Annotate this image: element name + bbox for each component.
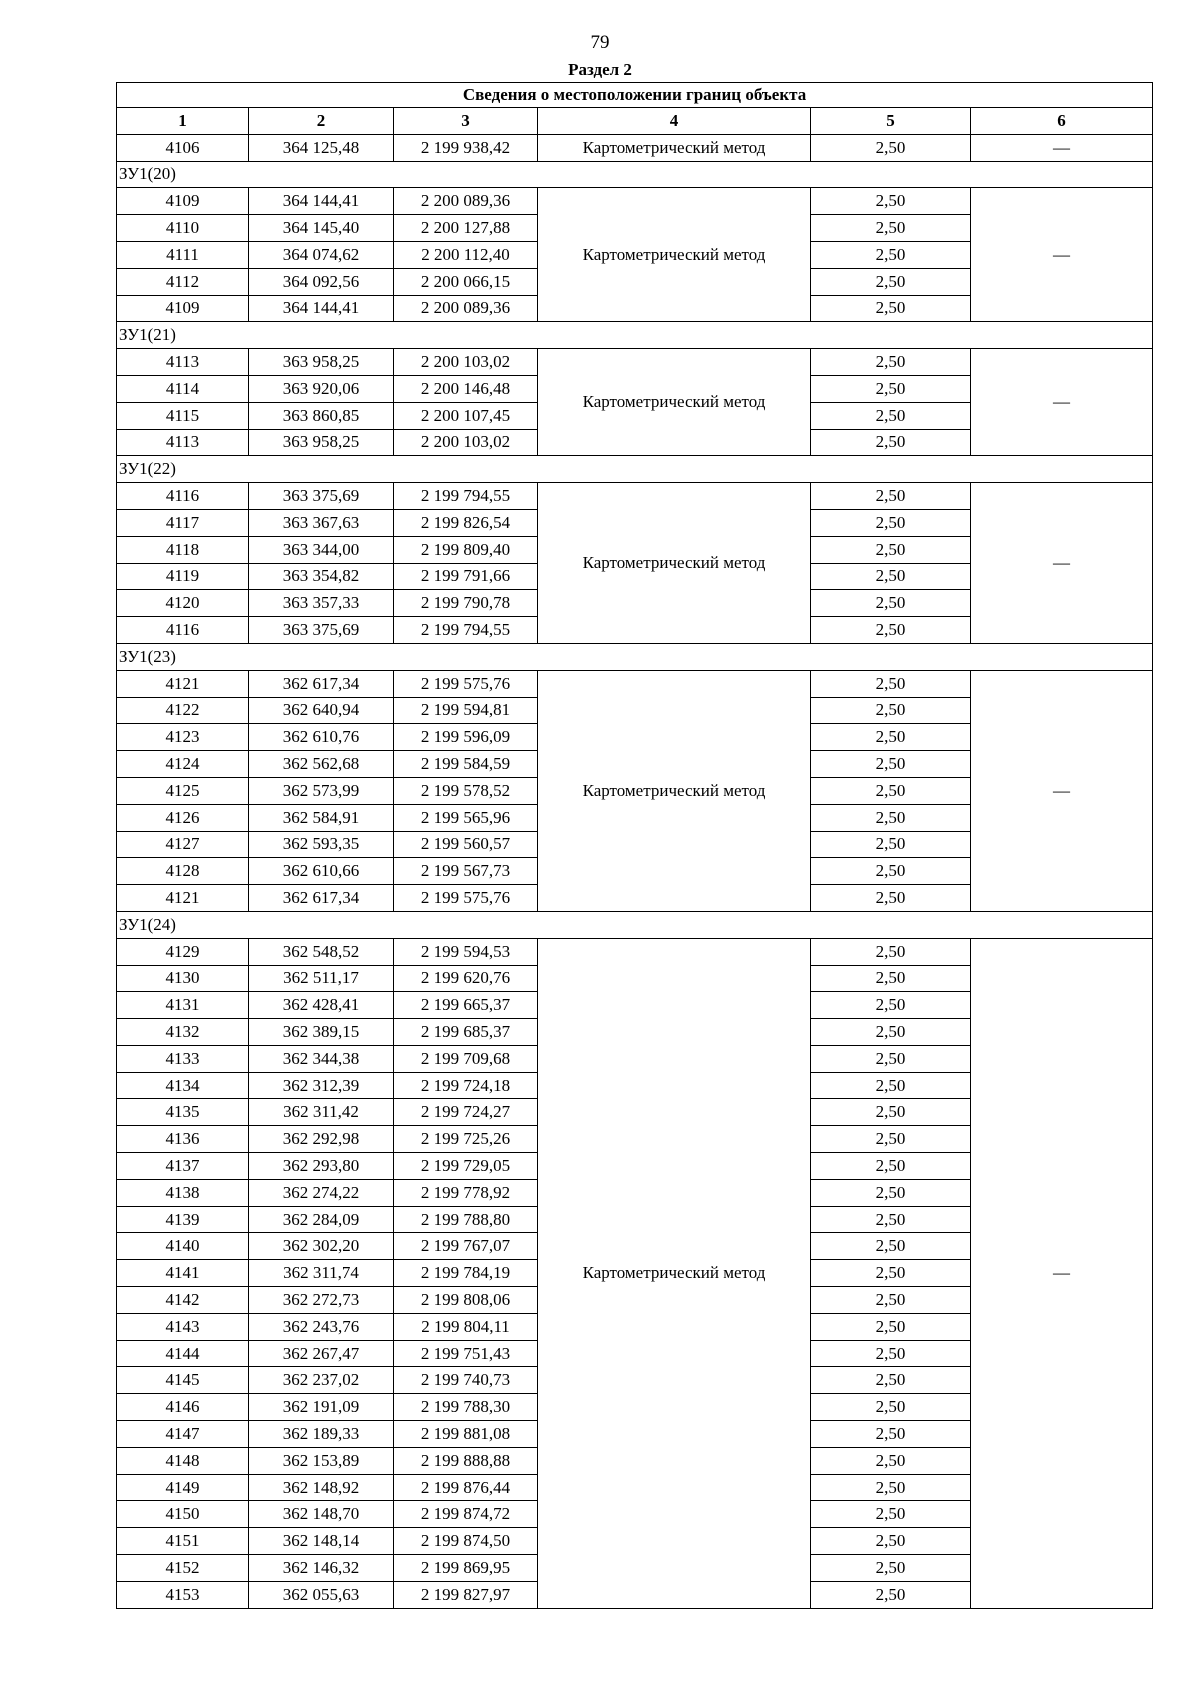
- point-number-cell: 4148: [117, 1447, 249, 1474]
- accuracy-cell: 2,50: [811, 402, 971, 429]
- accuracy-cell: 2,50: [811, 831, 971, 858]
- x-coordinate-cell: 362 243,76: [249, 1313, 394, 1340]
- y-coordinate-cell: 2 199 790,78: [394, 590, 538, 617]
- accuracy-cell: 2,50: [811, 1447, 971, 1474]
- group-header-row: [117, 322, 1153, 349]
- x-coordinate-cell: 364 144,41: [249, 295, 394, 322]
- x-coordinate-cell: 364 074,62: [249, 241, 394, 268]
- y-coordinate-cell: 2 199 567,73: [394, 858, 538, 885]
- point-number-cell: 4125: [117, 777, 249, 804]
- accuracy-cell: 2,50: [811, 563, 971, 590]
- x-coordinate-cell: 362 573,99: [249, 777, 394, 804]
- method-cell: Картометрический метод: [538, 483, 811, 644]
- x-coordinate-cell: 362 191,09: [249, 1394, 394, 1421]
- x-coordinate-cell: 363 354,82: [249, 563, 394, 590]
- point-number-cell: 4124: [117, 751, 249, 778]
- y-coordinate-cell: 2 199 560,57: [394, 831, 538, 858]
- y-coordinate-cell: 2 200 112,40: [394, 241, 538, 268]
- accuracy-cell: 2,50: [811, 1581, 971, 1608]
- table-head: [117, 83, 1153, 135]
- note-cell: —: [971, 670, 1153, 911]
- y-coordinate-cell: 2 199 596,09: [394, 724, 538, 751]
- y-coordinate-cell: 2 199 826,54: [394, 509, 538, 536]
- x-coordinate-cell: 362 284,09: [249, 1206, 394, 1233]
- y-coordinate-cell: 2 199 938,42: [394, 134, 538, 161]
- boundary-coordinates-table: [116, 82, 1153, 1609]
- accuracy-cell: 2,50: [811, 697, 971, 724]
- accuracy-cell: 2,50: [811, 1045, 971, 1072]
- accuracy-cell: 2,50: [811, 724, 971, 751]
- y-coordinate-cell: 2 199 565,96: [394, 804, 538, 831]
- group-name: ЗУ1(22): [117, 456, 1153, 483]
- x-coordinate-cell: 362 237,02: [249, 1367, 394, 1394]
- point-number-cell: 4134: [117, 1072, 249, 1099]
- point-number-cell: 4145: [117, 1367, 249, 1394]
- x-coordinate-cell: 362 311,74: [249, 1260, 394, 1287]
- point-number-cell: 4141: [117, 1260, 249, 1287]
- point-number-cell: 4123: [117, 724, 249, 751]
- y-coordinate-cell: 2 199 751,43: [394, 1340, 538, 1367]
- x-coordinate-cell: 362 293,80: [249, 1153, 394, 1180]
- method-cell: Картометрический метод: [538, 938, 811, 1608]
- x-coordinate-cell: 362 274,22: [249, 1179, 394, 1206]
- x-coordinate-cell: 362 593,35: [249, 831, 394, 858]
- accuracy-cell: 2,50: [811, 965, 971, 992]
- accuracy-cell: 2,50: [811, 670, 971, 697]
- x-coordinate-cell: 362 389,15: [249, 1019, 394, 1046]
- point-number-cell: 4119: [117, 563, 249, 590]
- table-row: [117, 134, 1153, 161]
- y-coordinate-cell: 2 200 089,36: [394, 295, 538, 322]
- accuracy-cell: 2,50: [811, 777, 971, 804]
- y-coordinate-cell: 2 199 778,92: [394, 1179, 538, 1206]
- group-name: ЗУ1(20): [117, 161, 1153, 188]
- y-coordinate-cell: 2 199 827,97: [394, 1581, 538, 1608]
- point-number-cell: 4132: [117, 1019, 249, 1046]
- point-number-cell: 4121: [117, 670, 249, 697]
- x-coordinate-cell: 362 148,14: [249, 1528, 394, 1555]
- accuracy-cell: 2,50: [811, 1501, 971, 1528]
- accuracy-cell: 2,50: [811, 804, 971, 831]
- y-coordinate-cell: 2 199 804,11: [394, 1313, 538, 1340]
- y-coordinate-cell: 2 199 709,68: [394, 1045, 538, 1072]
- x-coordinate-cell: 362 148,70: [249, 1501, 394, 1528]
- point-number-cell: 4135: [117, 1099, 249, 1126]
- point-number-cell: 4152: [117, 1555, 249, 1582]
- accuracy-cell: 2,50: [811, 1260, 971, 1287]
- x-coordinate-cell: 363 958,25: [249, 349, 394, 376]
- y-coordinate-cell: 2 199 594,81: [394, 697, 538, 724]
- point-number-cell: 4122: [117, 697, 249, 724]
- accuracy-cell: 2,50: [811, 1153, 971, 1180]
- y-coordinate-cell: 2 199 725,26: [394, 1126, 538, 1153]
- y-coordinate-cell: 2 199 874,50: [394, 1528, 538, 1555]
- accuracy-cell: 2,50: [811, 429, 971, 456]
- column-header: 5: [811, 108, 971, 135]
- column-header-row: [117, 108, 1153, 135]
- y-coordinate-cell: 2 199 620,76: [394, 965, 538, 992]
- y-coordinate-cell: 2 199 575,76: [394, 670, 538, 697]
- accuracy-cell: 2,50: [811, 1179, 971, 1206]
- y-coordinate-cell: 2 199 808,06: [394, 1287, 538, 1314]
- accuracy-cell: 2,50: [811, 1099, 971, 1126]
- x-coordinate-cell: 364 125,48: [249, 134, 394, 161]
- point-number-cell: 4116: [117, 483, 249, 510]
- accuracy-cell: 2,50: [811, 1313, 971, 1340]
- accuracy-cell: 2,50: [811, 1233, 971, 1260]
- y-coordinate-cell: 2 199 888,88: [394, 1447, 538, 1474]
- y-coordinate-cell: 2 199 767,07: [394, 1233, 538, 1260]
- accuracy-cell: 2,50: [811, 295, 971, 322]
- x-coordinate-cell: 362 640,94: [249, 697, 394, 724]
- point-number-cell: 4109: [117, 188, 249, 215]
- point-number-cell: 4127: [117, 831, 249, 858]
- accuracy-cell: 2,50: [811, 885, 971, 912]
- accuracy-cell: 2,50: [811, 1340, 971, 1367]
- x-coordinate-cell: 362 610,66: [249, 858, 394, 885]
- x-coordinate-cell: 362 511,17: [249, 965, 394, 992]
- table-body: [117, 134, 1153, 1608]
- accuracy-cell: 2,50: [811, 349, 971, 376]
- x-coordinate-cell: 362 548,52: [249, 938, 394, 965]
- x-coordinate-cell: 363 920,06: [249, 375, 394, 402]
- accuracy-cell: 2,50: [811, 1528, 971, 1555]
- y-coordinate-cell: 2 199 788,80: [394, 1206, 538, 1233]
- x-coordinate-cell: 362 428,41: [249, 992, 394, 1019]
- accuracy-cell: 2,50: [811, 134, 971, 161]
- accuracy-cell: 2,50: [811, 188, 971, 215]
- y-coordinate-cell: 2 200 089,36: [394, 188, 538, 215]
- accuracy-cell: 2,50: [811, 215, 971, 242]
- group-header-row: [117, 643, 1153, 670]
- x-coordinate-cell: 363 344,00: [249, 536, 394, 563]
- y-coordinate-cell: 2 199 575,76: [394, 885, 538, 912]
- table-row: [117, 349, 1153, 376]
- group-header-row: [117, 456, 1153, 483]
- accuracy-cell: 2,50: [811, 938, 971, 965]
- x-coordinate-cell: 362 610,76: [249, 724, 394, 751]
- method-cell: Картометрический метод: [538, 188, 811, 322]
- x-coordinate-cell: 363 357,33: [249, 590, 394, 617]
- point-number-cell: 4143: [117, 1313, 249, 1340]
- page-number: 79: [590, 32, 610, 53]
- x-coordinate-cell: 363 375,69: [249, 483, 394, 510]
- x-coordinate-cell: 362 148,92: [249, 1474, 394, 1501]
- accuracy-cell: 2,50: [811, 590, 971, 617]
- y-coordinate-cell: 2 199 869,95: [394, 1555, 538, 1582]
- table-caption-row: [117, 83, 1153, 108]
- y-coordinate-cell: 2 199 729,05: [394, 1153, 538, 1180]
- x-coordinate-cell: 362 584,91: [249, 804, 394, 831]
- group-name: ЗУ1(24): [117, 911, 1153, 938]
- column-header: 6: [971, 108, 1153, 135]
- column-header: 4: [538, 108, 811, 135]
- point-number-cell: 4106: [117, 134, 249, 161]
- note-cell: —: [971, 483, 1153, 644]
- point-number-cell: 4110: [117, 215, 249, 242]
- x-coordinate-cell: 362 302,20: [249, 1233, 394, 1260]
- point-number-cell: 4140: [117, 1233, 249, 1260]
- accuracy-cell: 2,50: [811, 617, 971, 644]
- note-cell: —: [971, 188, 1153, 322]
- accuracy-cell: 2,50: [811, 1206, 971, 1233]
- accuracy-cell: 2,50: [811, 268, 971, 295]
- x-coordinate-cell: 362 311,42: [249, 1099, 394, 1126]
- x-coordinate-cell: 363 958,25: [249, 429, 394, 456]
- accuracy-cell: 2,50: [811, 1474, 971, 1501]
- x-coordinate-cell: 362 292,98: [249, 1126, 394, 1153]
- y-coordinate-cell: 2 199 724,18: [394, 1072, 538, 1099]
- point-number-cell: 4142: [117, 1287, 249, 1314]
- y-coordinate-cell: 2 199 881,08: [394, 1421, 538, 1448]
- y-coordinate-cell: 2 199 874,72: [394, 1501, 538, 1528]
- y-coordinate-cell: 2 200 146,48: [394, 375, 538, 402]
- accuracy-cell: 2,50: [811, 1394, 971, 1421]
- accuracy-cell: 2,50: [811, 241, 971, 268]
- accuracy-cell: 2,50: [811, 509, 971, 536]
- note-cell: —: [971, 349, 1153, 456]
- table-row: [117, 188, 1153, 215]
- accuracy-cell: 2,50: [811, 483, 971, 510]
- group-header-row: [117, 911, 1153, 938]
- column-header: 1: [117, 108, 249, 135]
- y-coordinate-cell: 2 199 740,73: [394, 1367, 538, 1394]
- x-coordinate-cell: 364 092,56: [249, 268, 394, 295]
- point-number-cell: 4136: [117, 1126, 249, 1153]
- x-coordinate-cell: 362 562,68: [249, 751, 394, 778]
- point-number-cell: 4120: [117, 590, 249, 617]
- point-number-cell: 4114: [117, 375, 249, 402]
- point-number-cell: 4113: [117, 429, 249, 456]
- method-cell: Картометрический метод: [538, 670, 811, 911]
- point-number-cell: 4150: [117, 1501, 249, 1528]
- table-row: [117, 670, 1153, 697]
- group-name: ЗУ1(23): [117, 643, 1153, 670]
- point-number-cell: 4139: [117, 1206, 249, 1233]
- point-number-cell: 4144: [117, 1340, 249, 1367]
- y-coordinate-cell: 2 199 794,55: [394, 617, 538, 644]
- method-cell: Картометрический метод: [538, 134, 811, 161]
- x-coordinate-cell: 362 055,63: [249, 1581, 394, 1608]
- x-coordinate-cell: 364 145,40: [249, 215, 394, 242]
- table-row: [117, 483, 1153, 510]
- accuracy-cell: 2,50: [811, 751, 971, 778]
- point-number-cell: 4117: [117, 509, 249, 536]
- point-number-cell: 4149: [117, 1474, 249, 1501]
- accuracy-cell: 2,50: [811, 858, 971, 885]
- x-coordinate-cell: 363 860,85: [249, 402, 394, 429]
- accuracy-cell: 2,50: [811, 1072, 971, 1099]
- accuracy-cell: 2,50: [811, 375, 971, 402]
- point-number-cell: 4111: [117, 241, 249, 268]
- y-coordinate-cell: 2 199 685,37: [394, 1019, 538, 1046]
- x-coordinate-cell: 362 146,32: [249, 1555, 394, 1582]
- accuracy-cell: 2,50: [811, 1126, 971, 1153]
- table-row: [117, 938, 1153, 965]
- point-number-cell: 4146: [117, 1394, 249, 1421]
- x-coordinate-cell: 362 153,89: [249, 1447, 394, 1474]
- point-number-cell: 4126: [117, 804, 249, 831]
- y-coordinate-cell: 2 199 724,27: [394, 1099, 538, 1126]
- point-number-cell: 4128: [117, 858, 249, 885]
- point-number-cell: 4112: [117, 268, 249, 295]
- y-coordinate-cell: 2 199 809,40: [394, 536, 538, 563]
- accuracy-cell: 2,50: [811, 992, 971, 1019]
- x-coordinate-cell: 363 375,69: [249, 617, 394, 644]
- x-coordinate-cell: 362 617,34: [249, 885, 394, 912]
- point-number-cell: 4147: [117, 1421, 249, 1448]
- point-number-cell: 4113: [117, 349, 249, 376]
- point-number-cell: 4130: [117, 965, 249, 992]
- accuracy-cell: 2,50: [811, 1421, 971, 1448]
- point-number-cell: 4133: [117, 1045, 249, 1072]
- y-coordinate-cell: 2 199 784,19: [394, 1260, 538, 1287]
- column-header: 3: [394, 108, 538, 135]
- note-cell: —: [971, 134, 1153, 161]
- point-number-cell: 4131: [117, 992, 249, 1019]
- y-coordinate-cell: 2 200 103,02: [394, 349, 538, 376]
- y-coordinate-cell: 2 200 107,45: [394, 402, 538, 429]
- point-number-cell: 4151: [117, 1528, 249, 1555]
- section-title: Раздел 2: [568, 60, 632, 79]
- x-coordinate-cell: 362 312,39: [249, 1072, 394, 1099]
- point-number-cell: 4129: [117, 938, 249, 965]
- accuracy-cell: 2,50: [811, 1019, 971, 1046]
- accuracy-cell: 2,50: [811, 536, 971, 563]
- note-cell: —: [971, 938, 1153, 1608]
- accuracy-cell: 2,50: [811, 1555, 971, 1582]
- accuracy-cell: 2,50: [811, 1367, 971, 1394]
- point-number-cell: 4118: [117, 536, 249, 563]
- x-coordinate-cell: 364 144,41: [249, 188, 394, 215]
- y-coordinate-cell: 2 199 665,37: [394, 992, 538, 1019]
- point-number-cell: 4109: [117, 295, 249, 322]
- y-coordinate-cell: 2 199 578,52: [394, 777, 538, 804]
- y-coordinate-cell: 2 200 103,02: [394, 429, 538, 456]
- point-number-cell: 4115: [117, 402, 249, 429]
- group-name: ЗУ1(21): [117, 322, 1153, 349]
- accuracy-cell: 2,50: [811, 1287, 971, 1314]
- x-coordinate-cell: 362 617,34: [249, 670, 394, 697]
- y-coordinate-cell: 2 199 794,55: [394, 483, 538, 510]
- y-coordinate-cell: 2 199 594,53: [394, 938, 538, 965]
- x-coordinate-cell: 362 272,73: [249, 1287, 394, 1314]
- y-coordinate-cell: 2 199 876,44: [394, 1474, 538, 1501]
- x-coordinate-cell: 363 367,63: [249, 509, 394, 536]
- x-coordinate-cell: 362 267,47: [249, 1340, 394, 1367]
- method-cell: Картометрический метод: [538, 349, 811, 456]
- point-number-cell: 4137: [117, 1153, 249, 1180]
- y-coordinate-cell: 2 200 127,88: [394, 215, 538, 242]
- y-coordinate-cell: 2 200 066,15: [394, 268, 538, 295]
- x-coordinate-cell: 362 344,38: [249, 1045, 394, 1072]
- y-coordinate-cell: 2 199 791,66: [394, 563, 538, 590]
- y-coordinate-cell: 2 199 788,30: [394, 1394, 538, 1421]
- column-header: 2: [249, 108, 394, 135]
- point-number-cell: 4121: [117, 885, 249, 912]
- point-number-cell: 4153: [117, 1581, 249, 1608]
- point-number-cell: 4138: [117, 1179, 249, 1206]
- group-header-row: [117, 161, 1153, 188]
- point-number-cell: 4116: [117, 617, 249, 644]
- y-coordinate-cell: 2 199 584,59: [394, 751, 538, 778]
- x-coordinate-cell: 362 189,33: [249, 1421, 394, 1448]
- table-caption: Сведения о местоположении границ объекта: [117, 83, 1153, 108]
